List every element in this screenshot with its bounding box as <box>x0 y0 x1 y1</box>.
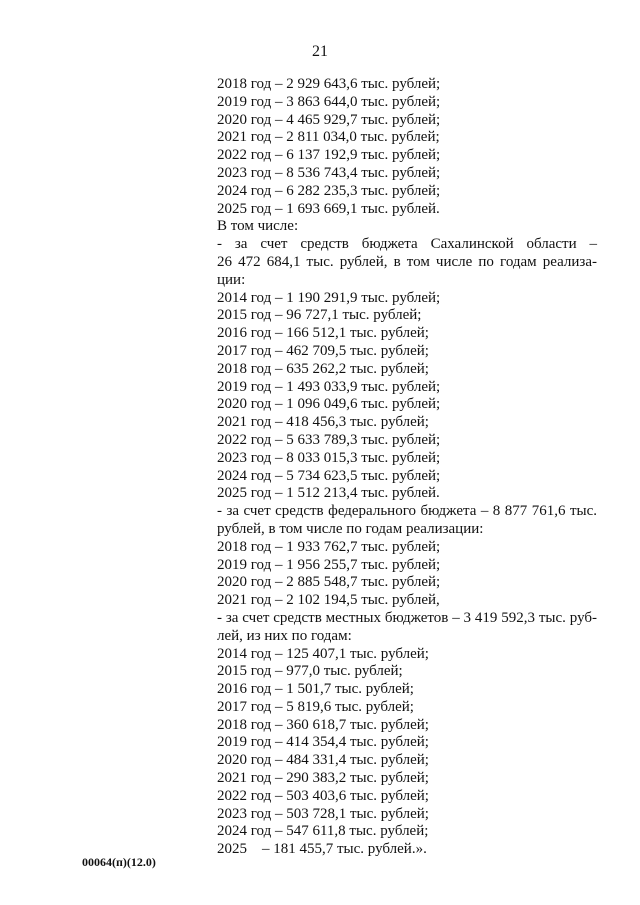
text-line: 2015 год – 977,0 тыс. рублей; <box>217 663 403 680</box>
text-line: 2014 год – 125 407,1 тыс. рублей; <box>217 645 429 662</box>
text-line: 2022 год – 6 137 192,9 тыс. рублей; <box>217 147 441 164</box>
text-line: 2019 год – 1 956 255,7 тыс. рублей; <box>217 556 441 573</box>
text-line: В том числе: <box>217 218 299 235</box>
text-line: 2021 год – 418 456,3 тыс. рублей; <box>217 414 429 431</box>
text-line: - за счет средств бюджета Сахалинской области – <box>217 236 597 253</box>
text-line: 2019 год – 3 863 644,0 тыс. рублей; <box>217 93 441 110</box>
text-line: 2023 год – 8 033 015,3 тыс. рублей; <box>217 449 441 466</box>
text-line: 2025 год – 1 512 213,4 тыс. рублей. <box>217 485 440 502</box>
text-line: 2022 год – 5 633 789,3 тыс. рублей; <box>217 431 441 448</box>
text-line: 2021 год – 2 811 034,0 тыс. рублей; <box>217 129 440 146</box>
text-line: 26 472 684,1 тыс. рублей, в том числе по годам реализа- <box>217 253 597 270</box>
text-line: 2020 год – 4 465 929,7 тыс. рублей; <box>217 111 441 128</box>
text-line: 2025 год – 1 693 669,1 тыс. рублей. <box>217 200 440 217</box>
text-line: 2021 год – 290 383,2 тыс. рублей; <box>217 770 429 787</box>
text-line: 2024 год – 5 734 623,5 тыс. рублей; <box>217 467 441 484</box>
text-line: 2016 год – 1 501,7 тыс. рублей; <box>217 681 414 698</box>
text-line: 2024 год – 547 611,8 тыс. рублей; <box>217 823 429 840</box>
document-body <box>217 76 597 859</box>
text-line: - за счет средств местных бюджетов – 3 419 592,3 тыс. руб- <box>217 609 597 626</box>
text-line: 2025 – 181 455,7 тыс. рублей.». <box>217 841 427 858</box>
text-line: рублей, в том числе по годам реализации: <box>217 520 484 537</box>
text-line: ции: <box>217 271 246 288</box>
text-line: 2020 год – 484 331,4 тыс. рублей; <box>217 752 429 769</box>
text-line: 2023 год – 503 728,1 тыс. рублей; <box>217 805 429 822</box>
text-line: 2017 год – 462 709,5 тыс. рублей; <box>217 342 429 359</box>
text-line: 2021 год – 2 102 194,5 тыс. рублей, <box>217 592 440 609</box>
text-line: 2018 год – 360 618,7 тыс. рублей; <box>217 716 429 733</box>
text-line: лей, из них по годам: <box>217 627 352 644</box>
document-code: 00064(п)(12.0) <box>82 855 156 869</box>
text-line: 2014 год – 1 190 291,9 тыс. рублей; <box>217 289 441 306</box>
text-line: - за счет средств федерального бюджета – 8 877 761,6 тыс. <box>217 503 597 520</box>
text-line: 2016 год – 166 512,1 тыс. рублей; <box>217 325 429 342</box>
text-line: 2019 год – 414 354,4 тыс. рублей; <box>217 734 429 751</box>
text-line: 2018 год – 1 933 762,7 тыс. рублей; <box>217 538 441 555</box>
text-line: 2017 год – 5 819,6 тыс. рублей; <box>217 698 414 715</box>
text-line: 2018 год – 635 262,2 тыс. рублей; <box>217 360 429 377</box>
text-line: 2015 год – 96 727,1 тыс. рублей; <box>217 307 422 324</box>
text-line: 2019 год – 1 493 033,9 тыс. рублей; <box>217 378 441 395</box>
text-line: 2022 год – 503 403,6 тыс. рублей; <box>217 787 429 804</box>
text-line: 2020 год – 2 885 548,7 тыс. рублей; <box>217 574 441 591</box>
text-line: 2023 год – 8 536 743,4 тыс. рублей; <box>217 164 441 181</box>
text-line: 2018 год – 2 929 643,6 тыс. рублей; <box>217 76 441 92</box>
page-number: 21 <box>312 43 328 60</box>
text-line: 2020 год – 1 096 049,6 тыс. рублей; <box>217 396 441 413</box>
text-line: 2024 год – 6 282 235,3 тыс. рублей; <box>217 182 441 199</box>
